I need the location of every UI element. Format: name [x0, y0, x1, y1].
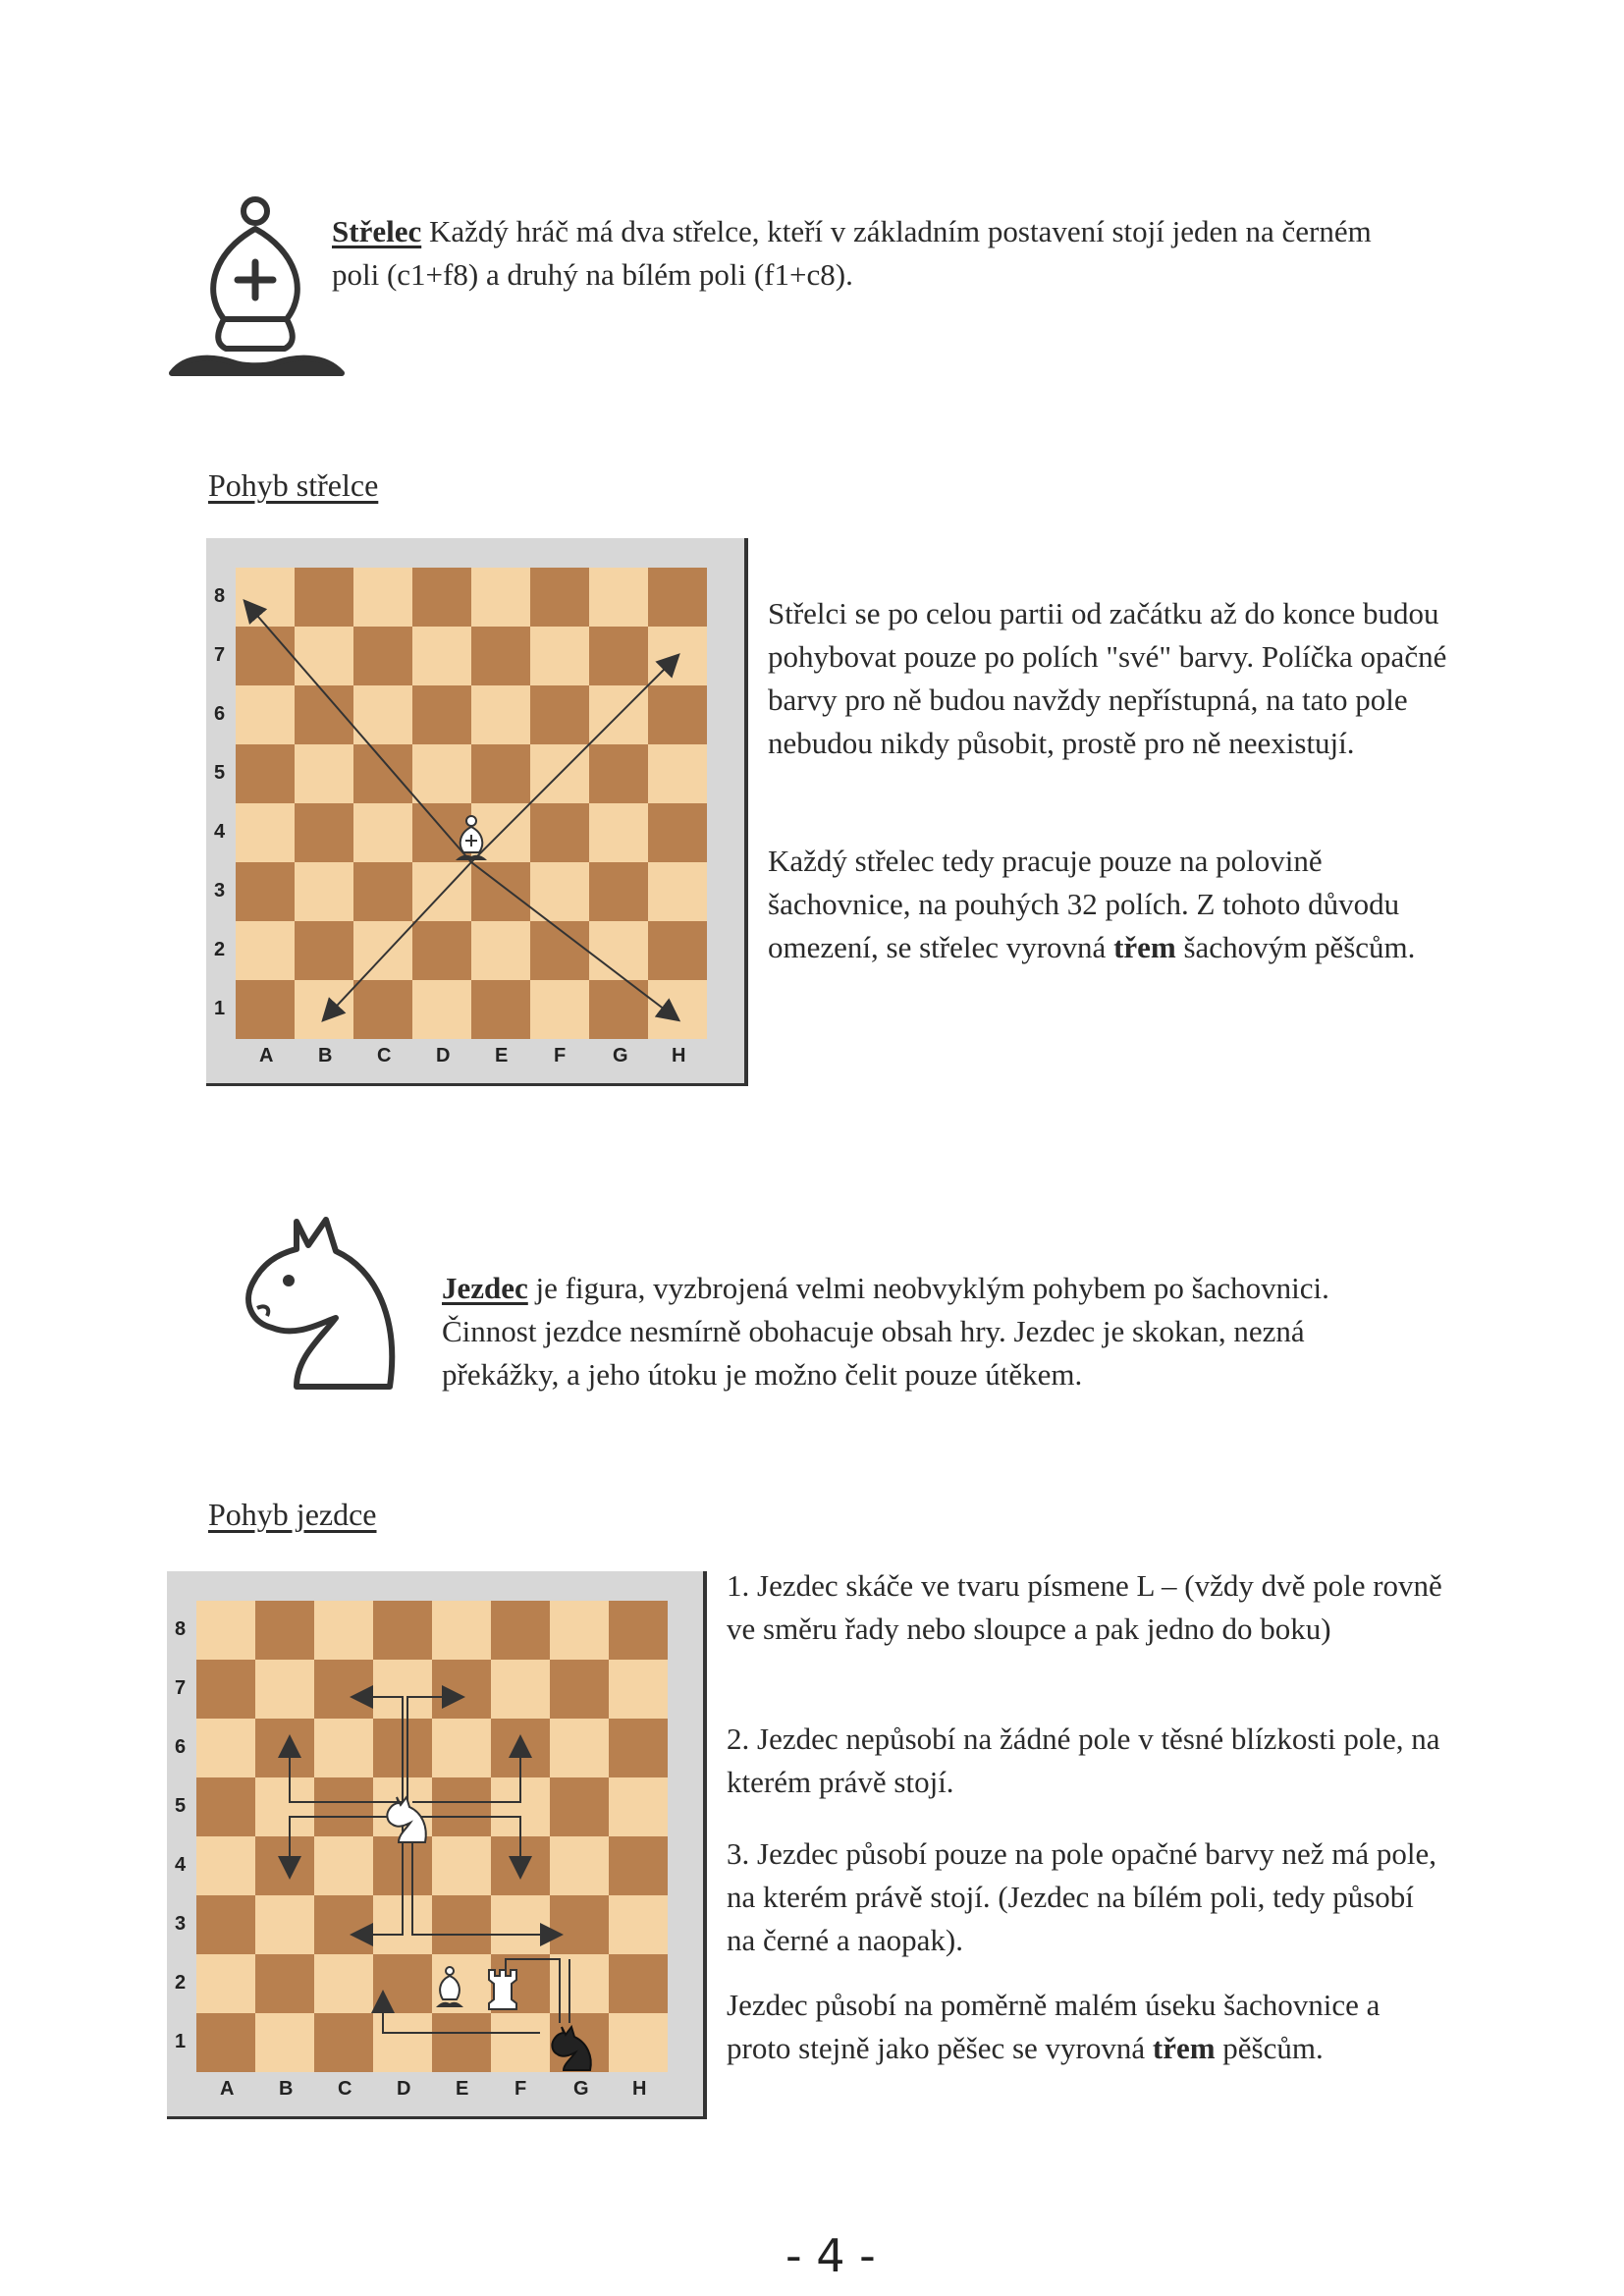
rank-label: 4: [175, 1854, 187, 1876]
file-label: G: [613, 1045, 628, 1066]
bishop-paragraph-2: [768, 840, 1455, 969]
rank-label: 4: [214, 821, 226, 843]
rank-label: 8: [214, 585, 226, 607]
rank-label: 6: [175, 1736, 187, 1758]
black-knight-icon: [552, 2027, 590, 2070]
rank-label: 8: [175, 1618, 187, 1640]
bishop-paragraph-1: Střelci se po celou partii od začátku až do konce budou pohybovat pouze po polích "své" barvy. Políčka opačné barvy pro ně budou navždy nepřístupná, na tato pole nebudou nikdy působit, prostě pro ně neexistují.: [768, 596, 1447, 760]
knight-final-end: pěšcům.: [1215, 2031, 1324, 2065]
knight-board: [167, 1571, 707, 2119]
page-number: - 4 -: [785, 2229, 876, 2282]
file-label: H: [632, 2078, 647, 2100]
rank-label: 1: [175, 2031, 187, 2052]
bishop-paragraph-2-text: Každý střelec tedy pracuje pouze na polovině šachovnice, na pouhých 32 polích. Z tohoto důvodu omezení, se střelec vyrovná: [768, 844, 1400, 964]
knight-final-bold: třem: [1152, 2031, 1216, 2065]
rank-label: 3: [214, 880, 226, 902]
knight-intro-text: je figura, vyzbrojená velmi neobvyklým pohybem po šachovnici. Činnost jezdce nesmírně obohacuje obsah hry. Jezdec je skokan, nezná překážky, a jeho útoku je možno čelit pouze útěkem.: [442, 1271, 1329, 1392]
knight-move-arrows: [167, 1571, 707, 2119]
rank-label: 5: [214, 762, 226, 784]
file-label: B: [279, 2078, 294, 2100]
bishop-intro-text: Každý hráč má dva střelce, kteří v základním postavení stojí jeden na černém poli (c1+f8) a druhý na bílém poli (f1+c8).: [332, 214, 1372, 292]
bishop-small-icon: [436, 1967, 463, 2007]
bishop-paragraph-2-end: šachovým pěšcům.: [1175, 930, 1416, 964]
knight-piece-icon: [387, 1797, 425, 1842]
file-label: H: [672, 1045, 686, 1066]
rank-label: 2: [214, 939, 226, 960]
bishop-piece-icon: [456, 816, 487, 860]
file-label: F: [554, 1045, 567, 1066]
file-label: G: [573, 2078, 589, 2100]
bishop-icon: [157, 191, 353, 383]
rank-label: 6: [214, 703, 226, 725]
file-label: D: [436, 1045, 451, 1066]
bishop-paragraph-2-bold: třem: [1113, 930, 1176, 964]
knight-point-1: 1. Jezdec skáče ve tvaru písmene L – (vždy dvě pole rovně ve směru řady nebo sloupce a pak jedno do boku): [727, 1568, 1442, 1646]
bishop-board: [206, 538, 748, 1086]
knight-intro: [442, 1267, 1424, 1396]
bishop-move-arrows: [206, 538, 748, 1086]
file-label: A: [220, 2078, 235, 2100]
file-label: C: [377, 1045, 392, 1066]
file-label: E: [456, 2078, 469, 2100]
knight-final-paragraph: [727, 1984, 1443, 2070]
rank-label: 1: [214, 998, 226, 1019]
rank-label: 3: [175, 1913, 187, 1935]
knight-point-3: 3. Jezdec působí pouze na pole opačné barvy než má pole, na kterém právě stojí. (Jezdec na bílém poli, tedy působí na černé a naopak).: [727, 1836, 1437, 1957]
rank-label: 7: [214, 644, 226, 666]
knight-movement-heading: Pohyb jezdce: [208, 1497, 377, 1532]
bishop-movement-heading: Pohyb střelce: [208, 467, 379, 503]
rank-label: 2: [175, 1972, 187, 1994]
rank-label: 5: [175, 1795, 187, 1817]
knight-term: Jezdec: [442, 1271, 528, 1305]
file-label: C: [338, 2078, 352, 2100]
knight-point-2: 2. Jezdec nepůsobí na žádné pole v těsné blízkosti pole, na kterém právě stojí.: [727, 1722, 1440, 1799]
file-label: E: [495, 1045, 509, 1066]
bishop-term: Střelec: [332, 214, 422, 248]
file-label: A: [259, 1045, 274, 1066]
file-label: D: [397, 2078, 411, 2100]
knight-icon: [228, 1210, 414, 1392]
file-label: F: [514, 2078, 527, 2100]
bishop-intro: [332, 210, 1373, 297]
rook-icon: [489, 1970, 516, 2009]
file-label: B: [318, 1045, 333, 1066]
rank-label: 7: [175, 1677, 187, 1699]
knight-final-text: Jezdec působí na poměrně malém úseku šachovnice a proto stejně jako pěšec se vyrovná: [727, 1988, 1380, 2065]
